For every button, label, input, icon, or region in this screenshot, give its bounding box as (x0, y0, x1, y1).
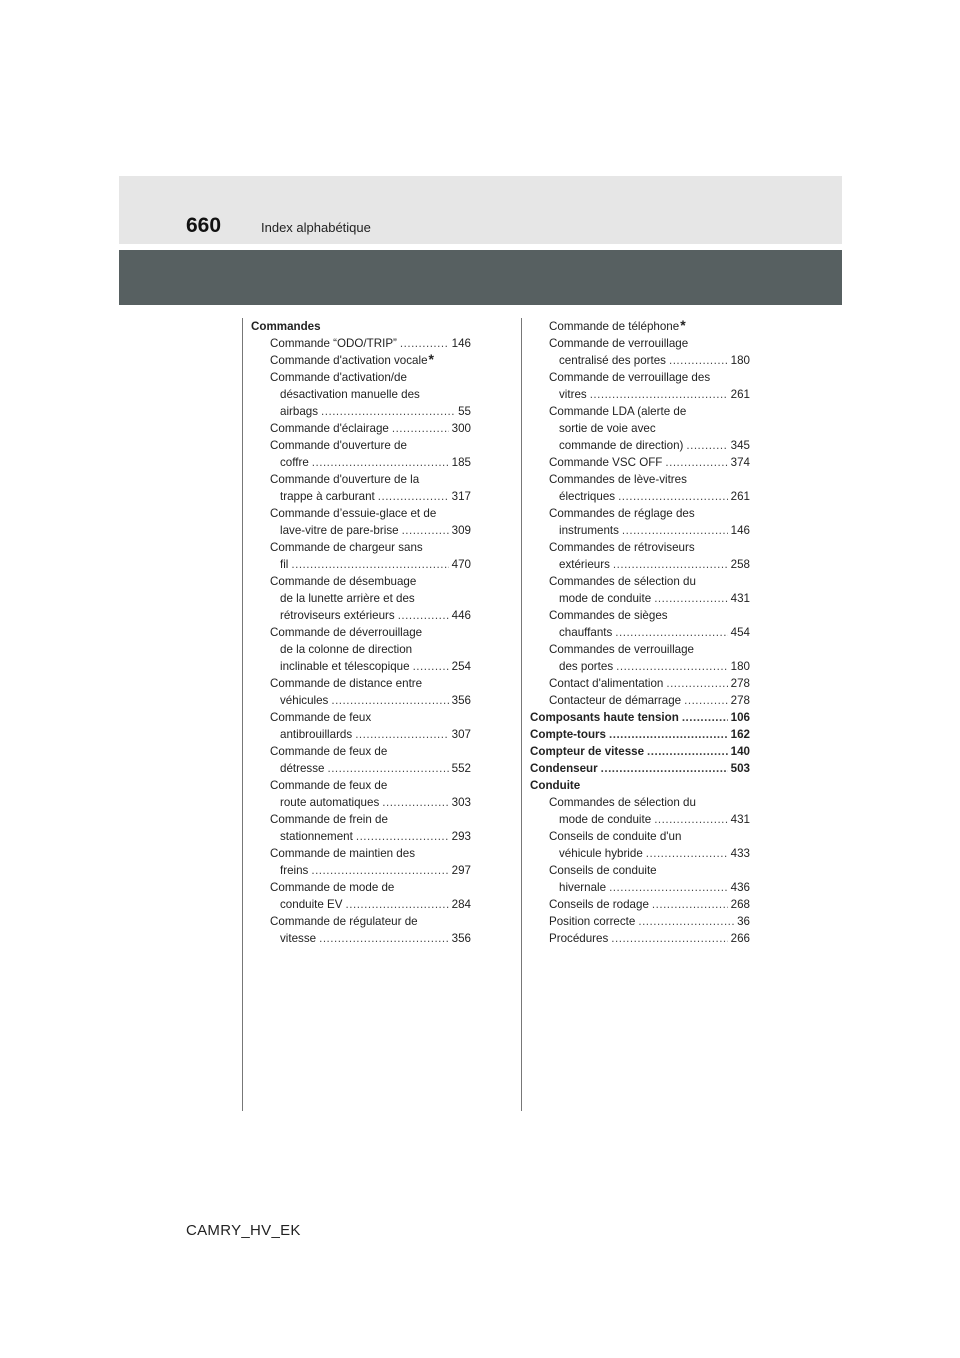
dot-leader (647, 743, 728, 760)
index-entry (530, 403, 750, 420)
index-entry (530, 335, 750, 352)
index-entry (251, 896, 471, 913)
index-entry-text: Commande d'activation/de (270, 371, 407, 384)
index-entry (530, 862, 750, 879)
index-entry-page: 307 (451, 728, 471, 741)
index-entry-text: Compteur de vitesse (530, 745, 645, 758)
index-entry (251, 318, 471, 335)
index-entry (530, 743, 750, 760)
index-entry-text: hivernale (559, 881, 607, 894)
index-entry (530, 777, 750, 794)
dot-leader (682, 709, 728, 726)
dot-leader (312, 454, 449, 471)
index-entry-text: inclinable et télescopique (280, 660, 410, 673)
index-entry (251, 505, 471, 522)
dot-leader (666, 675, 727, 692)
index-entry (251, 386, 471, 403)
dot-leader (646, 845, 728, 862)
index-entry (530, 624, 750, 641)
index-entry-text: Contacteur de démarrage (549, 694, 682, 707)
dot-leader (590, 386, 728, 403)
index-entry-page: 185 (451, 456, 471, 469)
index-entry-page: 140 (730, 745, 750, 758)
index-entry-text: électriques (559, 490, 616, 503)
index-entry-page: 436 (730, 881, 750, 894)
index-entry (251, 879, 471, 896)
index-entry-text: Commande de téléphone (549, 320, 680, 333)
index-entry-text: Commande de frein de (270, 813, 388, 826)
index-entry-text: coffre (280, 456, 309, 469)
index-entry-text: mode de conduite (559, 813, 652, 826)
index-entry-text: Composants haute tension (530, 711, 679, 724)
index-entry-page: 278 (730, 677, 750, 690)
dot-leader (356, 828, 449, 845)
index-entry (530, 811, 750, 828)
index-entry-page: 309 (451, 524, 471, 537)
dot-leader (321, 403, 455, 420)
dot-leader (684, 692, 728, 709)
index-entry-text: Commandes de lève-vitres (549, 473, 687, 486)
index-entry-text: Commande de déverrouillage (270, 626, 423, 639)
index-entry (530, 828, 750, 845)
index-entry-text: Commande “ODO/TRIP” (270, 337, 397, 350)
index-entry (530, 522, 750, 539)
index-entry-page: 106 (730, 711, 750, 724)
index-entry (251, 624, 471, 641)
index-entry-text: Procédures (549, 932, 609, 945)
index-entry-text: Commandes (251, 320, 321, 333)
dot-leader (355, 726, 448, 743)
index-entry (251, 743, 471, 760)
index-entry-text: sortie de voie avec (559, 422, 656, 435)
dot-leader (616, 658, 728, 675)
index-entry (530, 658, 750, 675)
index-entry (251, 403, 471, 420)
dot-leader (654, 590, 727, 607)
index-entry (251, 471, 471, 488)
index-entry-text: Commande de mode de (270, 881, 395, 894)
index-entry-text: Commande de verrouillage (549, 337, 689, 350)
dot-leader (331, 692, 448, 709)
index-entry-page: 431 (730, 813, 750, 826)
index-entry-page: 470 (451, 558, 471, 571)
index-entry-page: 356 (451, 932, 471, 945)
index-entry-text: des portes (559, 660, 614, 673)
index-entry (251, 777, 471, 794)
index-entry-page: 297 (451, 864, 471, 877)
index-entry (530, 692, 750, 709)
index-entry (530, 709, 750, 726)
index-entry-text: Commandes de réglage des (549, 507, 695, 520)
dot-leader (609, 726, 728, 743)
index-entry (251, 641, 471, 658)
index-entry-text: de la lunette arrière et des (280, 592, 415, 605)
index-entry (530, 352, 750, 369)
index-entry-text: Commande d'ouverture de la (270, 473, 420, 486)
dot-leader (601, 760, 728, 777)
dot-leader (398, 607, 449, 624)
index-entry (530, 641, 750, 658)
index-entry (251, 811, 471, 828)
index-entry-text: Commande de chargeur sans (270, 541, 423, 554)
index-entry (530, 675, 750, 692)
dot-leader (400, 335, 449, 352)
dot-leader (638, 913, 734, 930)
dot-leader (327, 760, 448, 777)
index-entry (530, 879, 750, 896)
index-entry-page: 284 (451, 898, 471, 911)
index-entry: Commande de téléphone * (549, 317, 686, 333)
index-entry-text: Commande LDA (alerte de (549, 405, 687, 418)
index-entry (530, 726, 750, 743)
dot-leader (669, 352, 728, 369)
index-entry-text: fil (280, 558, 289, 571)
index-entry-page: 258 (730, 558, 750, 571)
index-column-left (251, 318, 471, 947)
index-entry (530, 794, 750, 811)
index-entry-text: Commandes de sélection du (549, 575, 696, 588)
index-entry-text: Commande de distance entre (270, 677, 423, 690)
dot-leader (615, 624, 727, 641)
dot-leader (413, 658, 449, 675)
index-entry (251, 913, 471, 930)
dot-leader (618, 488, 728, 505)
footer-document-code: CAMRY_HV_EK (186, 1222, 301, 1239)
index-entry-page: 300 (451, 422, 471, 435)
index-entry-page: 431 (730, 592, 750, 605)
index-entry-page: 55 (458, 405, 471, 418)
index-entry-page: 180 (730, 354, 750, 367)
index-entry-page: 266 (730, 932, 750, 945)
index-entry (530, 573, 750, 590)
index-entry-page: 303 (451, 796, 471, 809)
dot-leader (686, 437, 727, 454)
index-entry-page: 268 (730, 898, 750, 911)
index-entry (251, 828, 471, 845)
dot-leader (609, 879, 728, 896)
index-entry-text: Commandes de sièges (549, 609, 668, 622)
index-entry (530, 488, 750, 505)
index-entry-page: 503 (730, 762, 750, 775)
index-entry-page: 293 (451, 830, 471, 843)
index-entry-page: 454 (730, 626, 750, 639)
index-entry-text: détresse (280, 762, 325, 775)
index-entry-text: Commandes de rétroviseurs (549, 541, 695, 554)
index-entry-page: 374 (730, 456, 750, 469)
dot-leader (291, 556, 448, 573)
dot-leader (611, 930, 727, 947)
index-entry-text: extérieurs (559, 558, 610, 571)
index-entry (251, 845, 471, 862)
index-entry (251, 454, 471, 471)
index-entry-text: Commande d’essuie-glace et de (270, 507, 437, 520)
index-entry (251, 522, 471, 539)
index-entry (251, 335, 471, 352)
index-entry-page: 317 (451, 490, 471, 503)
index-entry-text: rétroviseurs extérieurs (280, 609, 395, 622)
dot-leader (654, 811, 727, 828)
index-entry-text: vitres (559, 388, 587, 401)
index-entry-text: instruments (559, 524, 619, 537)
index-entry-text: véhicule hybride (559, 847, 643, 860)
index-entry-page: 446 (451, 609, 471, 622)
index-entry-page: 180 (730, 660, 750, 673)
index-entry (530, 556, 750, 573)
index-entry-text: Condenseur (530, 762, 598, 775)
index-entry (530, 386, 750, 403)
index-entry (251, 573, 471, 590)
index-entry-text: stationnement (280, 830, 353, 843)
index-entry (530, 845, 750, 862)
index-entry-text: Commande d'ouverture de (270, 439, 407, 452)
index-entry (530, 607, 750, 624)
index-entry-page: 356 (451, 694, 471, 707)
index-entry (251, 590, 471, 607)
index-entry (251, 675, 471, 692)
index-entry-page: 433 (730, 847, 750, 860)
chapter-band (119, 250, 842, 305)
dot-leader (392, 420, 449, 437)
index-entry (530, 913, 750, 930)
index-entry-text: Commande de feux de (270, 745, 388, 758)
dot-leader (378, 488, 449, 505)
index-entry-text: route automatiques (280, 796, 380, 809)
index-entry: Commande d'activation vocale * (270, 351, 434, 367)
index-entry (251, 539, 471, 556)
index-entry (251, 930, 471, 947)
index-entry-text: Conduite (530, 779, 581, 792)
index-entry-page: 345 (730, 439, 750, 452)
index-entry (251, 437, 471, 454)
index-entry-text: Conseils de conduite (549, 864, 657, 877)
index-entry (530, 420, 750, 437)
index-entry-text: véhicules (280, 694, 329, 707)
index-entry-text: freins (280, 864, 309, 877)
index-entry-text: Commande de régulateur de (270, 915, 418, 928)
index-entry-text: conduite EV (280, 898, 343, 911)
index-entry-text: trappe à carburant (280, 490, 375, 503)
index-entry (251, 709, 471, 726)
index-entry-text: Position correcte (549, 915, 636, 928)
index-entry-text: Commande de verrouillage des (549, 371, 711, 384)
index-entry-text: Commande VSC OFF (549, 456, 663, 469)
index-entry (530, 505, 750, 522)
dot-leader (613, 556, 728, 573)
index-entry-text: chauffants (559, 626, 613, 639)
index-entry (530, 539, 750, 556)
index-entry-page: 36 (737, 915, 750, 928)
index-entry-text: Commande de désembuage (270, 575, 417, 588)
index-entry-page: 261 (730, 490, 750, 503)
index-entry-text: antibrouillards (280, 728, 353, 741)
index-entry (251, 692, 471, 709)
index-entry (530, 930, 750, 947)
index-entry (251, 488, 471, 505)
left-column-divider (242, 318, 243, 1111)
index-entry-page: 278 (730, 694, 750, 707)
index-entry (530, 471, 750, 488)
index-entry-text: désactivation manuelle des (280, 388, 420, 401)
dot-leader (622, 522, 728, 539)
index-entry-text: Commandes de sélection du (549, 796, 696, 809)
index-entry-text: lave-vitre de pare-brise (280, 524, 399, 537)
index-entry (251, 607, 471, 624)
index-entry-text: Conseils de conduite d'un (549, 830, 682, 843)
index-entry (530, 454, 750, 471)
index-entry-text: airbags (280, 405, 319, 418)
index-entry (251, 862, 471, 879)
index-entry-page: 146 (451, 337, 471, 350)
index-entry-page: 261 (730, 388, 750, 401)
index-entry-page: 552 (451, 762, 471, 775)
index-entry-text: Commande de maintien des (270, 847, 416, 860)
dot-leader (319, 930, 449, 947)
header-band (119, 176, 842, 244)
dot-leader (652, 896, 728, 913)
index-entry (251, 658, 471, 675)
dot-leader (402, 522, 449, 539)
index-entry-text: Commande de feux (270, 711, 372, 724)
index-entry-text: Commandes de verrouillage (549, 643, 694, 656)
middle-column-divider (521, 318, 522, 1111)
index-entry-text: Conseils de rodage (549, 898, 649, 911)
dot-leader (382, 794, 448, 811)
section-title: Index alphabétique (261, 220, 371, 235)
index-entry-page: 254 (451, 660, 471, 673)
index-entry-text: Commande d'éclairage (270, 422, 389, 435)
dot-leader (346, 896, 449, 913)
index-entry (251, 760, 471, 777)
index-entry-text: de la colonne de direction (280, 643, 413, 656)
dot-leader (311, 862, 448, 879)
dot-leader (665, 454, 727, 471)
index-entry (251, 794, 471, 811)
index-column-right (530, 318, 750, 947)
index-entry-page: 162 (730, 728, 750, 741)
index-entry-text: Compte-tours (530, 728, 606, 741)
index-entry (530, 590, 750, 607)
index-entry-text: centralisé des portes (559, 354, 666, 367)
index-entry (530, 369, 750, 386)
index-entry-text: mode de conduite (559, 592, 652, 605)
index-entry-text: Commande de feux de (270, 779, 388, 792)
index-entry (251, 420, 471, 437)
index-entry (251, 556, 471, 573)
index-entry-text: Commande d'activation vocale (270, 354, 428, 367)
index-entry (251, 369, 471, 386)
index-entry-text: vitesse (280, 932, 317, 945)
index-entry (530, 760, 750, 777)
page-number: 660 (186, 214, 222, 237)
index-entry-page: 146 (730, 524, 750, 537)
index-entry (530, 437, 750, 454)
index-entry-text: commande de direction) (559, 439, 684, 452)
index-entry (530, 896, 750, 913)
index-entry (251, 726, 471, 743)
index-entry-text: Contact d'alimentation (549, 677, 664, 690)
